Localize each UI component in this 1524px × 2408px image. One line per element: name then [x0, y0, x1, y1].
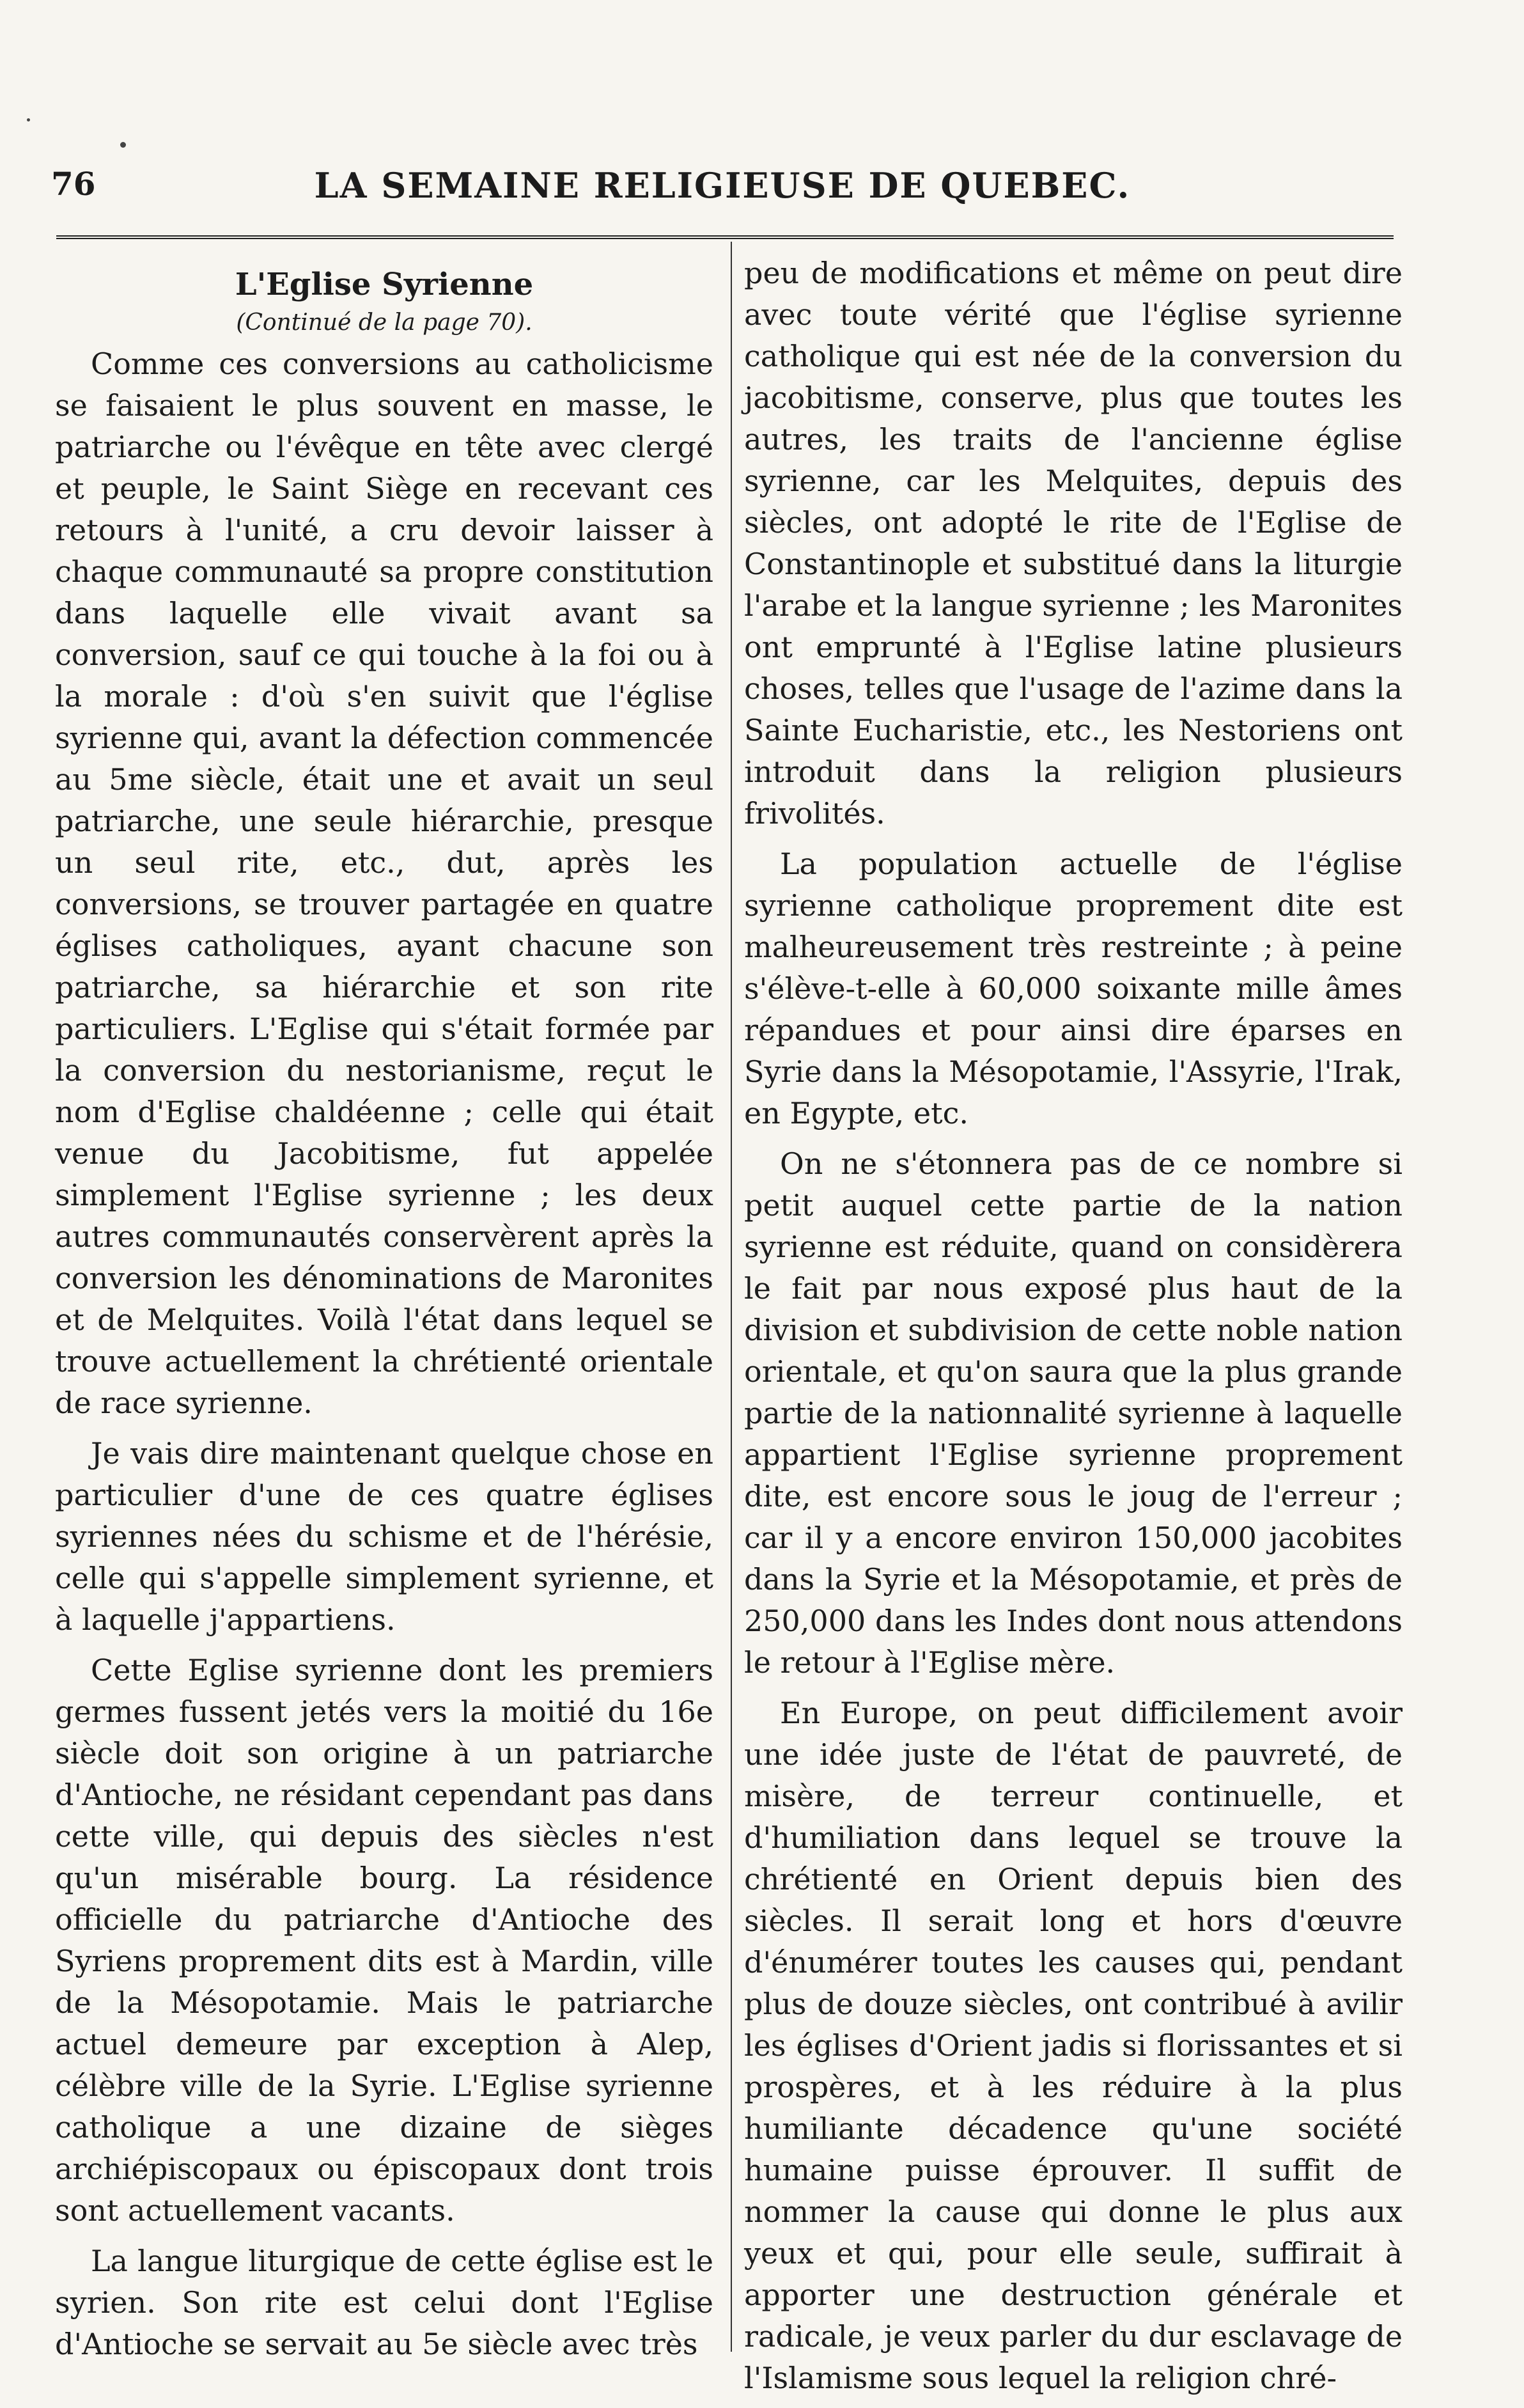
page-number: 76: [51, 165, 96, 203]
paragraph: peu de modifications et même on peut dire avec toute vérité que l'église syrienne catholique qui est née de la conversion du jacobitisme, conserve, plus que toutes les autres, les traits de l'ancienne église syrienne, car les Melquites, depuis des siècles, ont adopté le rite de l'Eglise de Constantinople et substitué dans la liturgie l'arabe et la langue syrienne ; les Maronites ont emprunté à l'Eglise latine plusieurs choses, telles que l'usage de l'azime dans la Sainte Eucharistie, etc., les Nestoriens ont introduit dans la religion plusieurs frivolités.: [744, 256, 1403, 831]
column-divider: [731, 242, 732, 2352]
article-title: L'Eglise Syrienne: [235, 267, 534, 302]
paragraph: En Europe, on peut difficilement avoir une idée juste de l'état de pauvreté, de misère, de terreur continuelle, et d'humiliation dans lequel se trouve la chrétienté en Orient depuis bien des siècles. Il serait long et hors d'œuvre d'énumérer toutes les causes qui, pendant plus de douze siècles, ont contribué à avilir les églises d'Orient jadis si florissantes et si prospères, et à les réduire à la plus humiliante décadence qu'une société humaine puisse éprouver. Il suffit de nommer la cause qui donne le plus aux yeux et qui, pour elle seule, suffirait à apporter une destruction générale et radicale, je veux parler du dur esclavage de l'Islamisme sous lequel la religion chré-: [744, 1696, 1403, 2395]
paragraph: La langue liturgique de cette église est le syrien. Son rite est celui dont l'Eglise d'Antioche se servait au 5e siècle avec très: [55, 2244, 713, 2361]
running-head: LA SEMAINE RELIGIEUSE DE QUEBEC.: [314, 165, 1131, 206]
left-column: [55, 253, 713, 2374]
ink-speck: [120, 142, 126, 148]
page-header: [51, 165, 1394, 223]
paragraph: Comme ces conversions au catholicisme se faisaient le plus souvent en masse, le patriarche ou l'évêque en tête avec clergé et peuple, le Saint Siège en recevant ces retours à l'unité, a cru devoir laisser à chaque communauté sa propre constitution dans laquelle elle vivait avant sa conversion, sauf ce qui touche à la foi ou à la morale : d'où s'en suivit que l'église syrienne qui, avant la défection commencée au 5me siècle, était une et avait un seul patriarche, une seule hiérarchie, presque un seul rite, etc., dut, après les conversions, se trouver partagée en quatre églises catholiques, ayant chacune son patriarche, sa hiérarchie et son rite particuliers. L'Eglise qui s'était formée par la conversion du nestorianisme, reçut le nom d'Eglise chaldéenne ; celle qui était venue du Jacobitisme, fut appelée simplement l'Eglise syrienne ; les deux autres communautés conservèrent après la conversion les dénominations de Maronites et de Melquites. Voilà l'état dans lequel se trouve actuellement la chrétienté orientale de race syrienne.: [55, 347, 713, 1420]
paragraph: On ne s'étonnera pas de ce nombre si petit auquel cette partie de la nation syrienne est réduite, quand on considèrera le fait par nous exposé plus haut de la division et subdivision de cette noble nation orientale, et qu'on saura que la plus grande partie de la nationnalité syrienne à laquelle appartient l'Eglise syrienne proprement dite, est encore sous le joug de l'erreur ; car il y a encore environ 150,000 jacobites dans la Syrie et la Mésopotamie, et près de 250,000 dans les Indes dont nous attendons le retour à l'Eglise mère.: [744, 1146, 1403, 1680]
right-column: [744, 253, 1403, 2408]
continuation-note: (Continué de la page 70).: [236, 309, 533, 336]
ink-speck: [27, 118, 30, 121]
header-rule: [56, 235, 1394, 239]
paragraph: Je vais dire maintenant quelque chose en particulier d'une de ces quatre églises syriennes nées du schisme et de l'hérésie, celle qui s'appelle simplement syrienne, et à laquelle j'appartiens.: [55, 1436, 713, 1637]
paragraph: Cette Eglise syrienne dont les premiers germes fussent jetés vers la moitié du 16e siècle doit son origine à un patriarche d'Antioche, ne résidant cependant pas dans cette ville, qui depuis des siècles n'est qu'un misérable bourg. La résidence officielle du patriarche d'Antioche des Syriens proprement dits est à Mardin, ville de la Mésopotamie. Mais le patriarche actuel demeure par exception à Alep, célèbre ville de la Syrie. L'Eglise syrienne catholique a une dizaine de sièges archiépiscopaux ou épiscopaux dont trois sont actuellement vacants.: [55, 1653, 713, 2228]
paragraph: La population actuelle de l'église syrienne catholique proprement dite est malheureusement très restreinte ; à peine s'élève-t-elle à 60,000 soixante mille âmes répandues et pour ainsi dire éparses en Syrie dans la Mésopotamie, l'Assyrie, l'Irak, en Egypte, etc.: [744, 847, 1403, 1130]
